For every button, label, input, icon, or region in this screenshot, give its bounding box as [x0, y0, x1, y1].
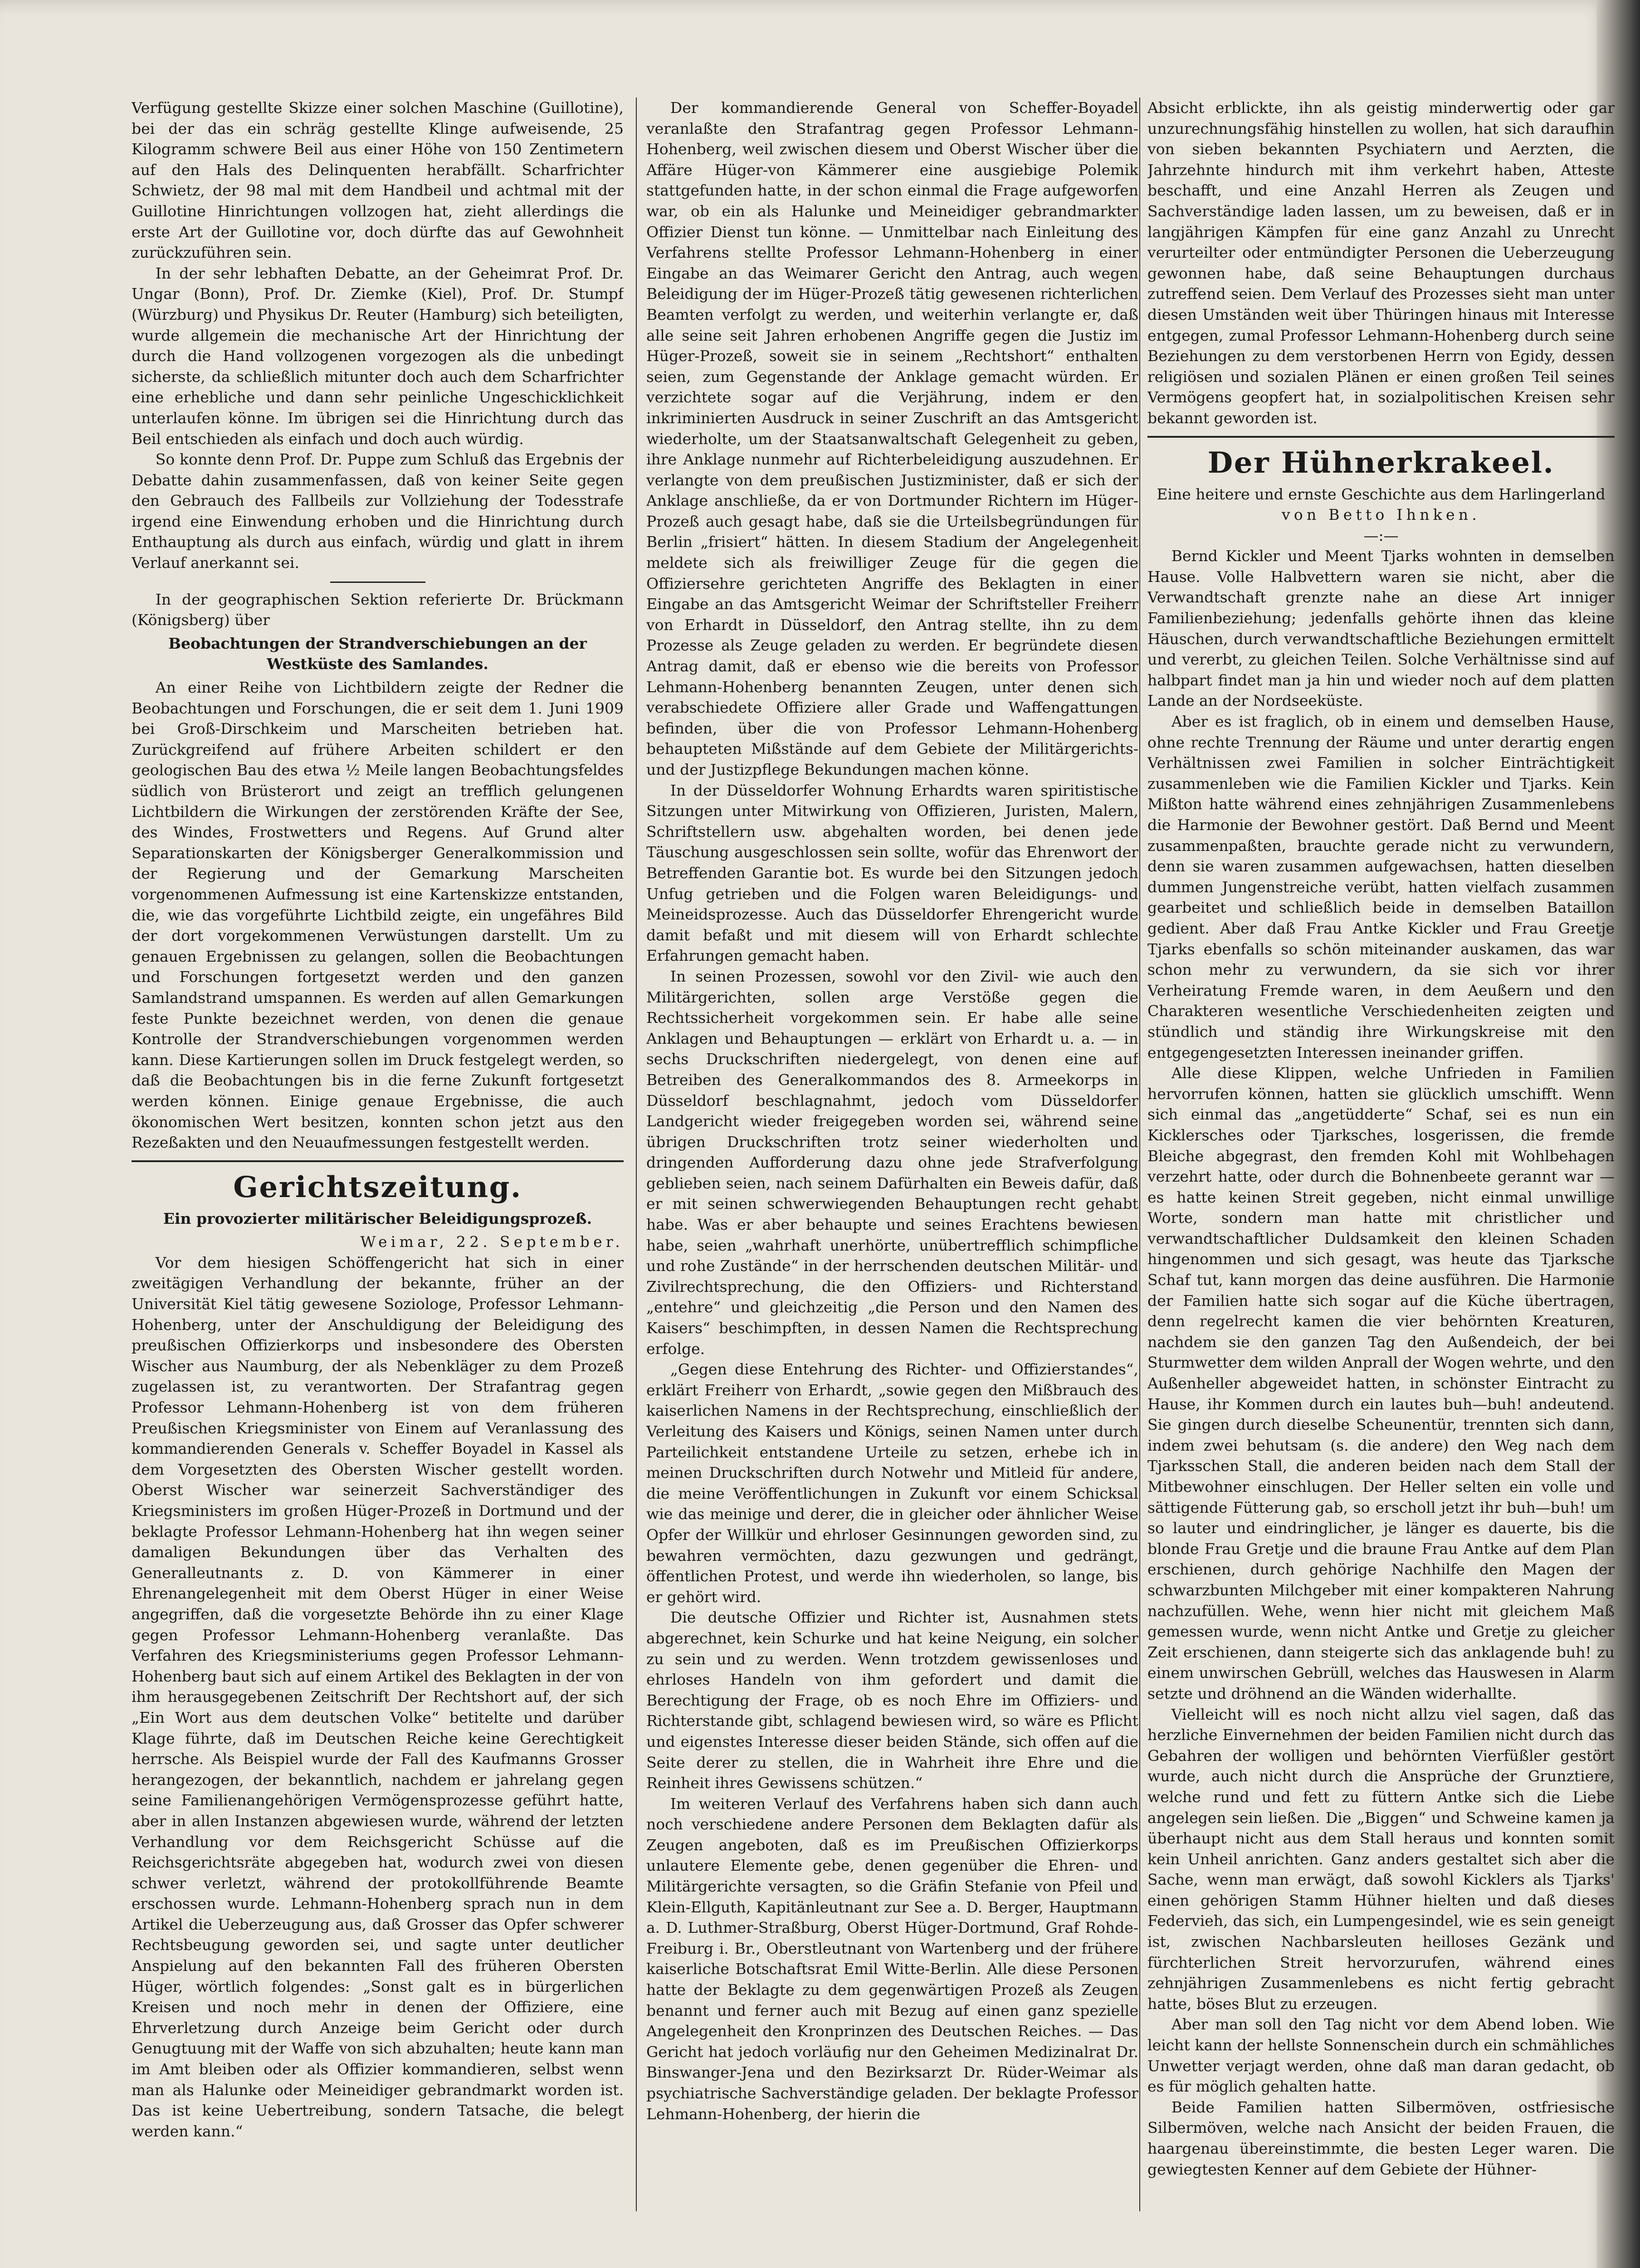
paragraph: Alle diese Klippen, welche Unfrieden in Familien hervorrufen können, hatten sie glücklich umschifft. Wenn sich einmal das „angetüdderte“ Schaf, sei es nun ein Kicklersches oder Tjarksches, losgerissen, die fremde Bleiche abgegrast, den fremden Kohl mit Wohlbehagen verzehrt hatte, oder durch die Bohnenbeete gerannt war — es hatte keinen Streit gegeben, nicht einmal unwillige Worte, sondern man hatte mit christlicher und verwandtschaftlicher Duldsamkeit den kleinen Schaden hingenommen und sich gesagt, was heute das Tjarksche Schaf tut, kann morgen das deine ausführen. Die Harmonie der Familien hatte sich sogar auf die Küche übertragen, denn regelrecht kamen die vier behörnten Kreaturen, nachdem sie den ganzen Tag den Außendeich, der bei Sturmwetter dem wilden Anprall der Wogen wehrte, und den Außenheller abgeweidet hatten, in schönster Eintracht zu Hause, ihr Kommen durch ein lautes buh—buh! andeutend. Sie gingen durch dieselbe Scheunentür, trennten sich dann, indem zwei behutsam (s. die andere) den Weg nach dem Tjarksschen Stall, die anderen beiden nach dem Stall der Mitbewohner einschlugen. Der Heller selten ein volle und sättigende Fütterung gab, so erscholl jetzt ihr buh—buh! um so lauter und eindringlicher, je länger es dauerte, bis die blonde Frau Gretje und die braune Frau Antke auf dem Plan erschienen, durch gehörige Nachhilfe den Magen der schwarzbunten Milchgeber mit einer kompakteren Nahrung nachzufüllen. Wehe, wenn hier nicht mit gleichem Maß gemessen wurde, wenn nicht Antke und Gretje zu gleicher Zeit erschienen, dann steigerte sich das anklagende buh! zu einem unwirschen Gebrüll, welches das Hauswesen in Alarm setzte und dröhnend an die Wänden widerhallte. [1147, 1064, 1615, 1702]
paragraph: So konnte denn Prof. Dr. Puppe zum Schluß das Ergebnis der Debatte dahin zusammenfassen, daß von keiner Seite gegen den Gebrauch des Fallbeils zur Vollziehung der Todesstrafe irgend eine Einwendung erhoben und die Hinrichtung durch Enthauptung als durch aus einfach, würdig und glatt in ihrem Verlauf anerkannt sei. [132, 450, 624, 572]
section-divider [330, 582, 425, 583]
paragraph: Vielleicht will es noch nicht allzu viel sagen, daß das herzliche Einvernehmen der beiden Familien nicht durch das Gebahren der wolligen und behörnten Vierfüßler gestört wurde, auch nicht durch die Ansprüche der Grunztiere, welche rund und fett zu füttern Antke sich die Liebe angelegen sein ließen. Die „Biggen“ und Schweine kamen ja überhaupt nicht aus dem Stall heraus und konnten somit kein Unheil anrichten. Ganz anders gestaltet sich aber die Sache, wenn man erwägt, daß sowohl Kicklers als Tjarks' einen gehörigen Stamm Hühner hielten und daß dieses Federvieh, das sich, ein Lumpengesindel, wie es sein geneigt ist, zwischen Nachbarsleuten heilloses Gezänk und fürchterlichen Streit hervorzurufen, während eines zehnjährigen Zusammenlebens es nicht fertig gebracht hatte, böses Blut zu erzeugen. [1147, 1705, 1615, 2013]
paragraph: Beide Familien hatten Silbermöven, ostfriesische Silbermöven, welche nach Ansicht der beiden Frauen, die haargenau übereinstimmte, die besten Leger waren. Die gewiegtesten Kenner auf dem Gebiete der Hühner- [1147, 2098, 1615, 2178]
paragraph: Im weiteren Verlauf des Verfahrens haben sich dann auch noch verschiedene andere Personen dem Beklagten dafür als Zeugen angeboten, daß es im Preußischen Offizierkorps unlautere Elemente gebe, denen gegenüber die Ehren- und Militärgerichte versagten, so die Gräfin Stefanie von Pfeil und Klein-Ellguth, Kapitänleutnant zur See a. D. Berger, Hauptmann a. D. Luthmer-Straßburg, Oberst Hüger-Dortmund, Graf Rohde-Freiburg i. Br., Oberstleutnant von Wartenberg und der frühere kaiserliche Botschaftsrat Emil Witte-Berlin. Alle diese Personen hatte der Beklagte zu dem gegenwärtigen Prozeß als Zeugen benannt und ferner auch mit Bezug auf einen ganz spezielle Angelegenheit den Kronprinzen des Deutschen Reiches. — Das Gericht hat jedoch vorläufig nur den Geheimen Medizinalrat Dr. Binswanger-Jena und den Bezirksarzt Dr. Rüder-Weimar als psychiatrische Sachverständige geladen. Der beklagte Professor Lehmann-Hohenberg, der hierin die [646, 1794, 1138, 2123]
column-1 [132, 98, 624, 2211]
dateline: Weimar, 22. September. [360, 1233, 624, 1251]
paragraph: Der kommandierende General von Scheffer-Boyadel veranlaßte den Strafantrag gegen Professor Lehmann-Hohenberg, weil zwischen diesem und Oberst Wischer über die Affäre Hüger-von Kämmerer eine ausgiebige Polemik stattgefunden hatte, in der schon einmal die Frage aufgeworfen war, ob ein als Halunke und Meineidiger gebrandmarkter Offizier Dienst tun könne. — Unmittelbar nach Einleitung des Verfahrens stellte Professor Lehmann-Hohenberg in einer Eingabe an das Weimarer Gericht den Antrag, auch wegen Beleidigung der im Hüger-Prozeß tätig gewesenen richterlichen Beamten verfolgt zu werden, und weiterhin verlangte er, daß alle seine seit Jahren erhobenen Angriffe gegen die Justiz im Hüger-Prozeß, soweit sie in seinem „Rechtshort“ enthalten seien, zum Gegenstande der Anklage gemacht würden. Er verzichtete sogar auf die Verjährung, indem er den inkriminierten Ausdruck in seiner Zuschrift an das Amtsgericht wiederholte, um der Staatsanwaltschaft Gelegenheit zu geben, ihre Anklage nunmehr auf Richterbeleidigung auszudehnen. Er verlangte von dem preußischen Justizminister, daß er sich der Anklage anschließe, da er von Dortmunder Richtern im Hüger-Prozeß auch gesagt habe, daß sie die Urteilsbegründungen für Berlin „frisiert“ hätten. In diesem Stadium der Angelegenheit meldete sich als freiwilliger Zeuge für die gegen die Offiziersehre gerichteten Angriffe des Beklagten in einer Eingabe an das Amtsgericht Weimar der Schriftsteller Freiherr von Erhardt in Düsseldorf, den Antrag stellte, ihn zu dem Prozesse als Zeuge geladen zu werden. Er begründete diesen Antrag damit, daß er ebenso wie die bereits von Professor Lehmann-Hohenberg benannten Zeugen, unter denen sich verabschiedete Offiziere aller Grade und Waffengattungen befinden, über die von Professor Lehmann-Hohenberg behaupteten Mißstände auf dem Gebiete der Militärgerichts- und der Justizpflege Bekundungen machen könne. [646, 99, 1138, 778]
section-rule [1147, 436, 1615, 438]
column-2 [646, 98, 1138, 2211]
paragraph: In der Düsseldorfer Wohnung Erhardts waren spiritistische Sitzungen unter Mitwirkung von Offizieren, Juristen, Malern, Schriftstellern usw. abgehalten worden, bei denen jede Täuschung ausgeschlossen sein sollte, wofür das Ehrenwort der Betreffenden Garantie bot. Es wurde bei den Sitzungen jedoch Unfug getrieben und die Folgen waren Beleidigungs- und Meineidsprozesse. Auch das Düsseldorfer Ehrengericht wurde damit befaßt und mit diesem will von Erhardt schlechte Erfahrungen gemacht haben. [646, 781, 1138, 965]
ornament-divider: —:— [1363, 526, 1399, 544]
paragraph: Vor dem hiesigen Schöffengericht hat sich in einer zweitägigen Verhandlung der bekannte, früher an der Universität Kiel tätig gewesene Soziologe, Professor Lehmann-Hohenberg, unter der Anschuldigung der Beleidigung des preußischen Offizierkorps und insbesondere des Obersten Wischer aus Naumburg, der als Nebenkläger zu dem Prozeß zugelassen ist, zu verantworten. Der Strafantrag gegen Professor Lehmann-Hohenberg ist von dem früheren Preußischen Kriegsminister von Einem auf Veranlassung des kommandierenden Generals v. Scheffer Boyadel in Kassel als dem Vorgesetzten des Obersten Wischer gestellt worden. Oberst Wischer war seinerzeit Sachverständiger des Kriegsministers im großen Hüger-Prozeß in Dortmund und der beklagte Professor Lehmann-Hohenberg hat ihn wegen seiner damaligen Bekundungen über das Verhalten des Generalleutnants z. D. von Kämmerer in einer Ehrenangelegenheit mit dem Oberst Hüger in einer Weise angegriffen, daß die vorgesetzte Behörde ihn zu einer Klage gegen Professor Lehmann-Hohenberg veranlaßte. Das Verfahren des Kriegsministeriums gegen Professor Lehmann-Hohenberg baut sich auf einem Artikel des Beklagten in der von ihm herausgegebenen Zeitschrift Der Rechtshort auf, der sich „Ein Wort aus dem deutschen Volke“ betitelte und darüber Klage führte, daß im Deutschen Reiche keine Gerechtigkeit herrsche. Als Beispiel wurde der Fall des Kaufmanns Grosser herangezogen, der bekanntlich, nachdem er jahrelang gegen seine Familienangehörigen Vermögensprozesse geführt hatte, aber in allen Instanzen abgewiesen wurde, während der letzten Verhandlung vor dem Reichsgericht Schüsse auf die Reichsgerichtsräte abgegeben hat, wodurch zwei von diesen schwer verletzt, während der protokollführende Beamte erschossen wurde. Lehmann-Hohenberg sprach nun in dem Artikel die Ueberzeugung aus, daß Grosser das Opfer schwerer Rechtsbeugung geworden sei, und sagte unter deutlicher Anspielung auf den bekannten Fall des früheren Obersten Hüger, wörtlich folgendes: „Sonst galt es in bürgerlichen Kreisen und noch mehr in denen der Offiziere, eine Ehrverletzung durch Anzeige beim Gericht oder durch Genugtuung mit der Waffe von sich abzuhalten; heute kann man im Amt bleiben oder als Offizier kommandieren, selbst wenn man als Halunke oder Meineidiger gebrandmarkt worden ist. Das ist keine Uebertreibung, sondern Tatsache, die belegt werden kann.“ [132, 1253, 624, 2140]
story-author: von Betto Ihnken. [1282, 506, 1480, 524]
paragraph: An einer Reihe von Lichtbildern zeigte der Redner die Beobachtungen und Forschungen, die er seit dem 1. Juni 1909 bei Groß-Dirschkeim und Marscheiten betrieben hat. Zurückgreifend auf frühere Arbeiten schildert er den geologischen Bau des etwa ½ Meile langen Beobachtungsfeldes südlich von Brüsterort und zeigt an trefflich gelungenen Lichtbildern die Wirkungen der zerstörenden Kräfte der See, des Windes, Frostwetters und Regens. Auf Grund alter Separationskarten der Königsberger Generalkommission und der Regierung und der Gemarkung Marscheiten vorgenommenen Aufmessung ist eine Kartenskizze entstanden, die, wie das vorgeführte Lichtbild zeigte, ein ungefähres Bild der dort vorgekommenen Verwüstungen darstellt. Um zu genauen Ergebnissen zu gelangen, sollen die Beobachtungen und Forschungen fortgesetzt werden und den ganzen Samlandstrand umspannen. Es werden auf allen Gemarkungen feste Punkte bezeichnet werden, von denen die genaue Kontrolle der Strandverschiebungen vorgenommen werden kann. Diese Kartierungen sollen im Druck festgelegt werden, so daß die Beobachtungen bis in die ferne Zukunft fortgesetzt werden können. Einige genaue Ergebnisse, die auch ökonomischen Wert besitzen, konnten schon jetzt aus den Rezeßakten und den Neuaufmessungen festgestellt werden. [132, 679, 624, 1152]
section-rule [132, 1160, 624, 1162]
paragraph: Bernd Kickler und Meent Tjarks wohnten in demselben Hause. Volle Halbvettern waren sie nicht, aber die Verwandtschaft grenzte nahe an diese Art inniger Familienbeziehung; jedenfalls gehörte ihnen das kleine Häuschen, durch verwandtschaftliche Beziehungen ermittelt und vererbt, zu gleichen Teilen. Solche Verhältnisse sind auf halbpart findet man ja hin und wieder noch auf dem platten Lande an der Nordseeküste. [1147, 547, 1615, 710]
paragraph: In der sehr lebhaften Debatte, an der Geheimrat Prof. Dr. Ungar (Bonn), Prof. Dr. Ziemke (Kiel), Prof. Dr. Stumpf (Würzburg) und Physikus Dr. Reuter (Hamburg) sich beteiligten, wurde allgemein die mechanische Art der Hinrichtung der durch die Hand vollzogenen vorgezogen als die unbedingt sicherste, da schließlich mitunter doch auch dem Scharfrichter eine erhebliche und dann sehr peinliche Ungeschicklichkeit unterlaufen könne. Im übrigen sei die Hinrichtung durch das Beil entschieden als einfach und doch auch würdig. [132, 264, 624, 448]
paragraph: Die deutsche Offizier und Richter ist, Ausnahmen stets abgerechnet, kein Schurke und hat keine Neigung, ein solcher zu sein und zu werden. Wenn trotzdem gewissenloses und ehrloses Handeln von ihm gefordert und damit die Berechtigung der Frage, ob es noch Ehre im Offiziers- und Richterstande gibt, schlagend bewiesen wird, so wäre es Pflicht und eigenstes Interesse dieser beiden Stände, sich offen auf die Seite derer zu stellen, die in Wahrheit ihre Ehre und die Reinheit ihres Gewissens schützen.“ [646, 1608, 1138, 1792]
article-subheading: Ein provozierter militärischer Beleidigungsprozeß. [163, 1209, 592, 1227]
paragraph: In seinen Prozessen, sowohl vor den Zivil- wie auch den Militärgerichten, sollen arge Verstöße gegen die Rechtssicherheit vorgekommen sein. Er habe alle seine Anklagen und Behauptungen — erklärt von Erhardt u. a. — in sechs Druckschriften niedergelegt, von denen eine auf Betreiben des Generalkommandos des 8. Armeekorps in Düsseldorf beschlagnahmt, jedoch vom Düsseldorfer Landgericht wieder freigegeben worden sei, während seine übrigen Druckschriften trotz seiner wiederholten und dringenden Aufforderung dazu ohne jede Strafverfolgung geblieben seien, nach seinem Dafürhalten ein Beweis dafür, daß er mit seinen schwerwiegenden Behauptungen recht gehabt habe. Was er aber behaupte und seines Erachtens bewiesen habe, seien „wahrhaft unerhörte, unübertrefflich schimpfliche und rohe Zustände“ in der herrschenden deutschen Militär- und Zivilrechtsprechung, die den Offiziers- und Richterstand „entehre“ und gleichzeitig „die Person und den Namen des Kaisers“ beschimpften, in dessen Namen die Rechtsprechung erfolge. [646, 967, 1138, 1358]
paragraph: Verfügung gestellte Skizze einer solchen Maschine (Guillotine), bei der das ein schräg gestellte Klinge aufweisende, 25 Kilogramm schwere Beil aus einer Höhe von 150 Zentimetern auf den Hals des Delinquenten herabfällt. Scharfrichter Schwietz, der 98 mal mit dem Handbeil und achtmal mit der Guillotine Hinrichtungen vollzogen hat, zieht allerdings die erste Art der Guillotine vor, doch dürfte das auf Gewohnheit zurückzuführen sein. [132, 99, 624, 262]
section-title: Gerichtszeitung. [233, 1170, 522, 1204]
column-rule-2 [1139, 98, 1140, 2211]
article-subheading: Beobachtungen der Strandverschiebungen an der Westküste des Samlandes. [168, 634, 587, 673]
column-3 [1147, 98, 1615, 2211]
story-title: Der Hühnerkrakeel. [1207, 445, 1555, 480]
paragraph: In der geographischen Sektion referierte Dr. Brückmann (Königsberg) über [132, 590, 624, 629]
paragraph: Aber es ist fraglich, ob in einem und demselben Hause, ohne rechte Trennung der Räume und unter derartig engen Verhältnissen zwei Familien in solcher Einträchtigkeit zusammenleben wie die Familien Kickler und Tjarks. Kein Mißton hatte während eines zehnjährigen Zusammenlebens die Harmonie der Bewohner gestört. Daß Bernd und Meent zusammenpaßten, brauchte gerade nicht zu verwundern, denn sie waren zusammen aufgewachsen, hatten dieselben dummen Jungenstreiche verübt, hatten vielfach zusammen gearbeitet und schließlich beide in demselben Bataillon gedient. Aber daß Frau Antke Kickler und Frau Greetje Tjarks ebenfalls so schön miteinander auskamen, das war schon mehr zu verwundern, da sie sich vor ihrer Verheiratung Fremde waren, in dem Aeußern und den Charakteren wesentliche Verschiedenheiten zeigten und stündlich und ständig ihre Wirkungskreise mit den entgegengesetzten Interessen ineinander griffen. [1147, 713, 1615, 1061]
paragraph: „Gegen diese Entehrung des Richter- und Offizierstandes“, erklärt Freiherr von Erhardt, „sowie gegen den Mißbrauch des kaiserlichen Namens in der Rechtsprechung, einschließlich der Verleitung des Kaisers und Königs, seinen Namen unter durch Parteilichkeit entstandene Urteile zu setzen, erhebe ich in meinen Druckschriften durch Notwehr und Mitleid für andere, die meine Veröffentlichungen in Zukunft vor einem Schicksal wie das meinige und derer, die in gleicher oder ähnlicher Weise Opfer der Willkür und ehrloser Gesinnungen geworden sind, zu bewahren vermöchten, dazu gezwungen und gedrängt, öffentlichen Protest, und werde ihn wiederholen, so lange, bis er gehört wird. [646, 1360, 1138, 1606]
paragraph: Absicht erblickte, ihn als geistig minderwertig oder gar unzurechnungsfähig hinstellen zu wollen, hat sich daraufhin von sieben bekannten Psychiatern und Aerzten, die Jahrzehnte hindurch mit ihm verkehrt haben, Atteste beschafft, und eine Anzahl Herren als Zeugen und Sachverständige laden lassen, um zu beweisen, daß er in langjährigen Kämpfen für eine ganz Anzahl zu Unrecht verurteilter oder entmündigter Personen die Ueberzeugung gewonnen habe, daß seine Behauptungen durchaus zutreffend seien. Dem Verlauf des Prozesses sieht man unter diesen Umständen weit über Thüringen hinaus mit Interesse entgegen, zumal Professor Lehmann-Hohenberg durch seine Beziehungen zu dem verstorbenen Herrn von Egidy, dessen religiösen und sozialen Plänen er einen großen Teil seines Vermögens geopfert hat, in sozialpolitischen Kreisen sehr bekannt geworden ist. [1147, 99, 1615, 427]
story-subtitle: Eine heitere und ernste Geschichte aus dem Harlingerland [1157, 485, 1606, 503]
paragraph: Aber man soll den Tag nicht vor dem Abend loben. Wie leicht kann der hellste Sonnenschein durch ein schmähliches Unwetter verjagt werden, ohne daß man daran gedacht, ob es für möglich gehalten hatte. [1147, 2015, 1615, 2096]
column-rule-1 [636, 98, 637, 2211]
